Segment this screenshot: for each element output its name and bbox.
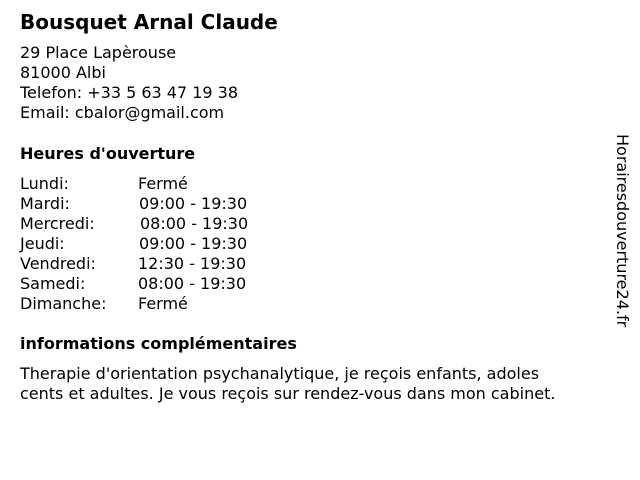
time-value: 08:00 - 19:30 (140, 214, 249, 233)
time-value: 09:00 - 19:30 (139, 194, 248, 213)
day-label: Mercredi: (20, 214, 95, 233)
time-value: 12:30 - 19:30 (138, 254, 247, 273)
info-description (20, 364, 620, 404)
city-postcode: 81000 Albi (20, 63, 106, 82)
time-value: 09:00 - 19:30 (139, 234, 248, 253)
time-value: Fermé (138, 294, 188, 313)
street-address: 29 Place Lapèrouse (20, 43, 177, 62)
site-watermark: Horairesdouverture24.fr (613, 134, 632, 328)
phone-line: Telefon: +33 5 63 47 19 38 (20, 83, 239, 102)
day-label: Dimanche: (20, 294, 107, 313)
info-line: cents et adultes. Je vous reçois sur rendez-vous dans mon cabinet. (20, 384, 556, 403)
day-label: Vendredi: (20, 254, 96, 273)
time-value: 08:00 - 19:30 (138, 274, 247, 293)
day-label: Samedi: (20, 274, 86, 293)
day-label: Lundi: (20, 174, 69, 193)
time-value: Fermé (138, 174, 188, 193)
hours-heading: Heures d'ouverture (20, 144, 196, 163)
day-label: Mardi: (20, 194, 70, 213)
business-name: Bousquet Arnal Claude (20, 10, 278, 34)
email-line: Email: cbalor@gmail.com (20, 103, 225, 122)
info-heading: informations complémentaires (20, 334, 297, 353)
info-line: Therapie d'orientation psychanalytique, je reçois enfants, adoles (20, 364, 540, 383)
contact-block (20, 43, 238, 123)
day-label: Jeudi: (20, 234, 65, 253)
